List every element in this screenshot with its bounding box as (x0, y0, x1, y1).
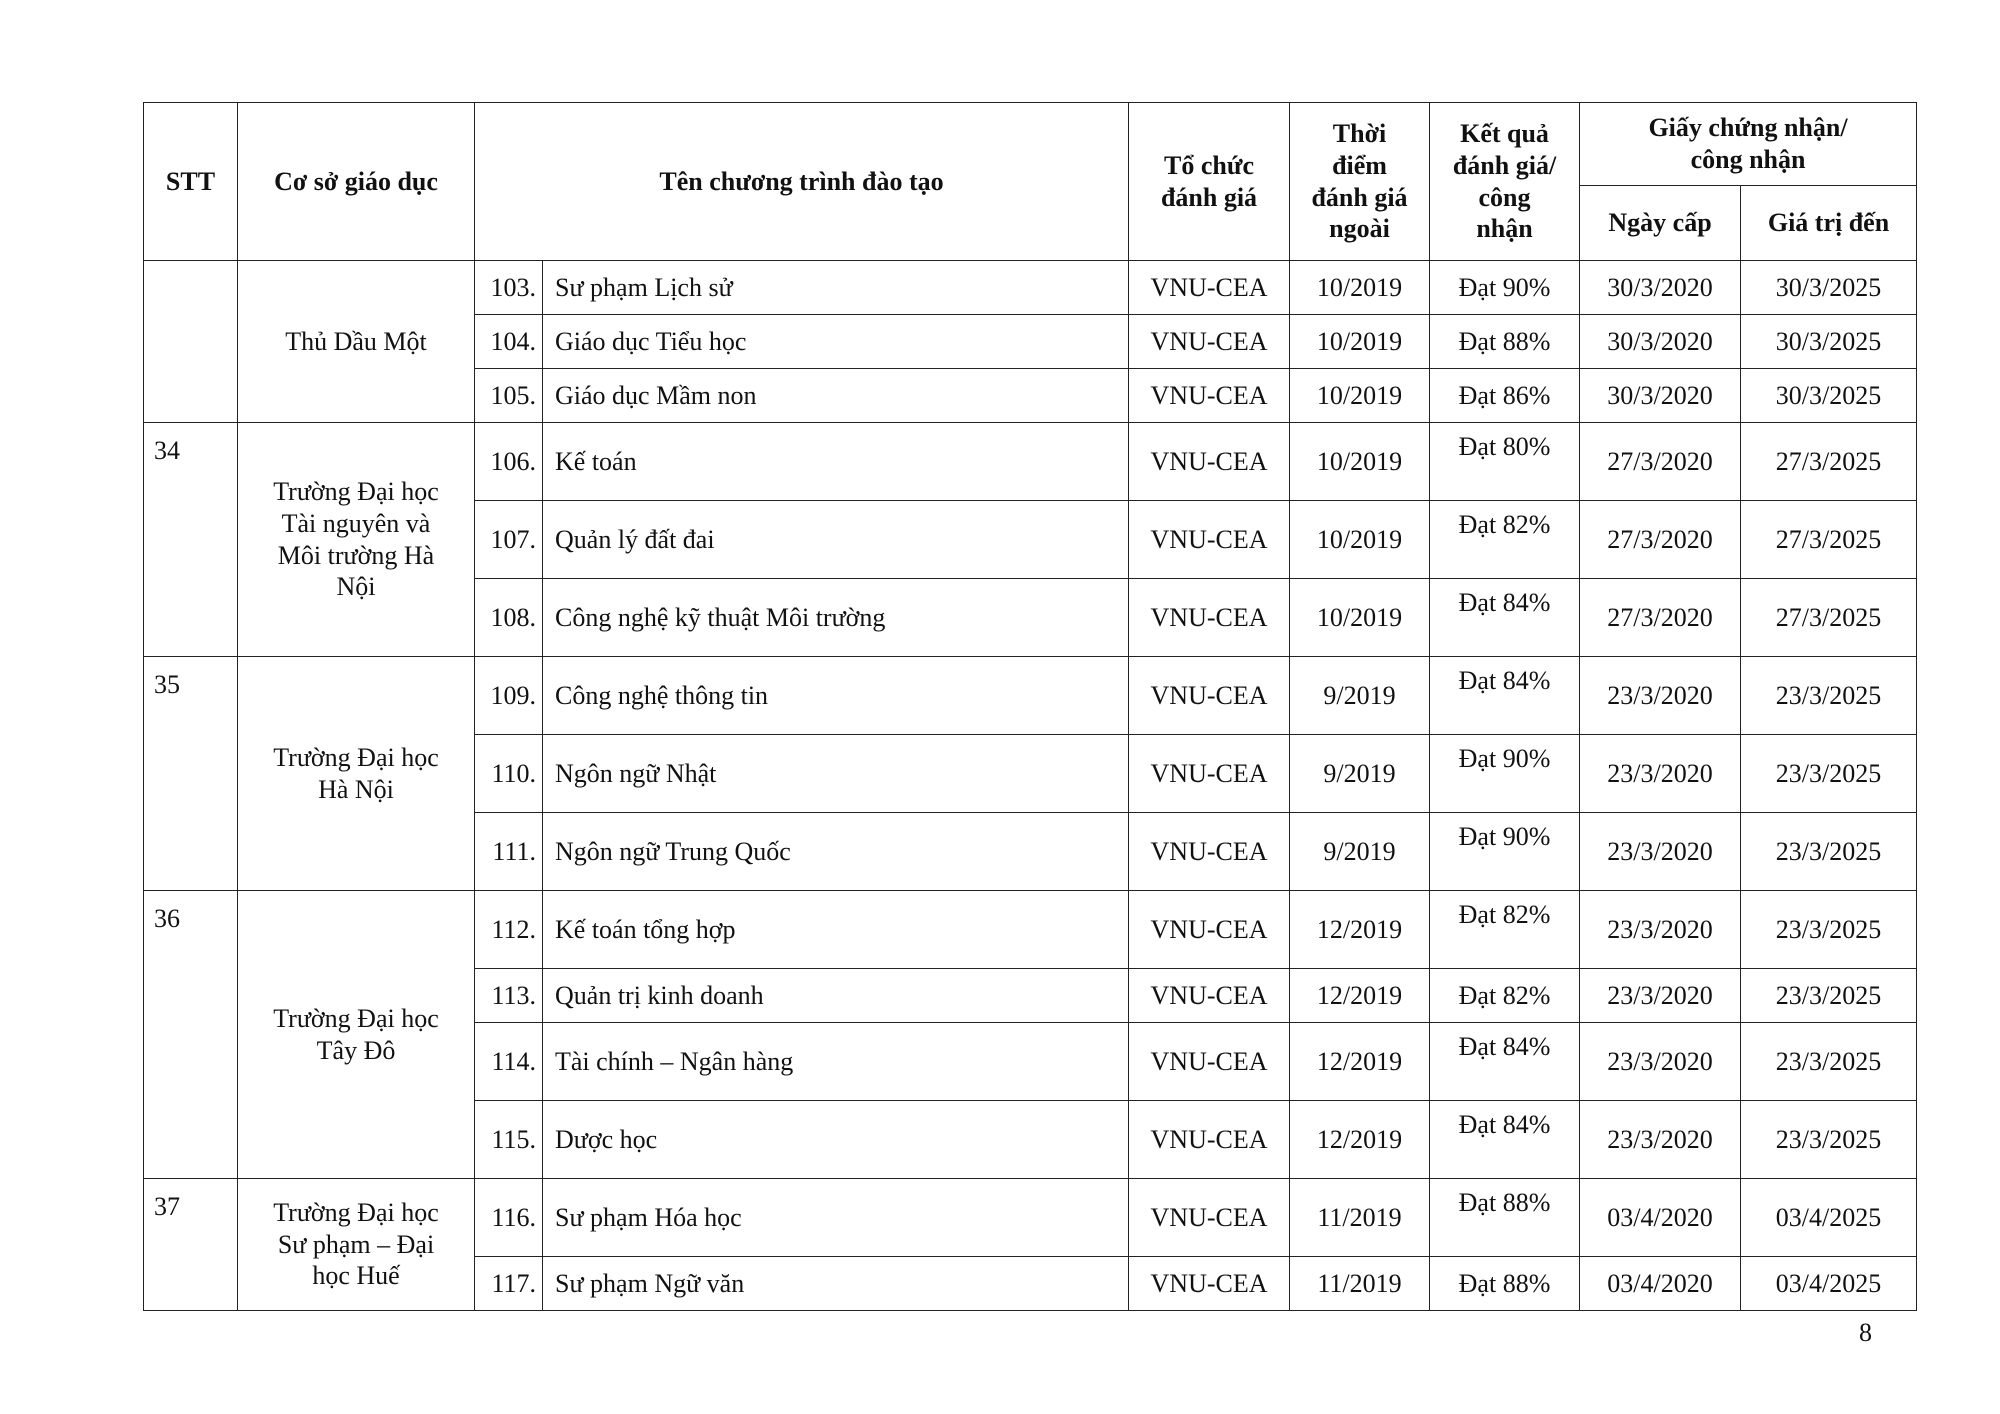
issue-date-cell: 23/3/2020 (1580, 1023, 1741, 1101)
program-number-cell: 105. (475, 369, 543, 423)
valid-until-cell: 23/3/2025 (1741, 1023, 1917, 1101)
table-row (144, 423, 1917, 501)
stt-cell: 36 (144, 891, 238, 1179)
program-number-cell: 110. (475, 735, 543, 813)
program-name-cell: Sư phạm Hóa học (543, 1179, 1129, 1257)
table-row (144, 657, 1917, 735)
evaluation-time-cell: 11/2019 (1290, 1257, 1430, 1311)
program-number-cell: 103. (475, 261, 543, 315)
header-certificate (1580, 103, 1917, 186)
institution-name-line: Sư phạm – Đại (277, 1229, 435, 1259)
evaluation-time-cell: 10/2019 (1290, 315, 1430, 369)
institution-name-line: Môi trường Hà (277, 540, 435, 570)
header-result-line: công (1478, 182, 1531, 212)
header-time-line: đánh giá (1311, 182, 1408, 212)
header-result-line: nhận (1476, 214, 1533, 244)
valid-until-cell: 03/4/2025 (1741, 1257, 1917, 1311)
result-cell: Đạt 90% (1430, 813, 1580, 891)
organization-cell: VNU-CEA (1129, 579, 1290, 657)
institution-name-line: Nội (336, 572, 376, 602)
organization-cell: VNU-CEA (1129, 1179, 1290, 1257)
program-number-cell: 106. (475, 423, 543, 501)
valid-until-cell: 27/3/2025 (1741, 579, 1917, 657)
program-name-cell: Quản trị kinh doanh (543, 969, 1129, 1023)
result-cell: Đạt 90% (1430, 261, 1580, 315)
stt-cell: 37 (144, 1179, 238, 1311)
evaluation-time-cell: 10/2019 (1290, 501, 1430, 579)
organization-cell: VNU-CEA (1129, 735, 1290, 813)
valid-until-cell: 27/3/2025 (1741, 501, 1917, 579)
organization-cell: VNU-CEA (1129, 969, 1290, 1023)
program-number-cell: 114. (475, 1023, 543, 1101)
evaluation-time-cell: 10/2019 (1290, 369, 1430, 423)
evaluation-time-cell: 12/2019 (1290, 969, 1430, 1023)
program-number-cell: 108. (475, 579, 543, 657)
header-organization (1129, 103, 1290, 261)
institution-cell (238, 1179, 475, 1311)
accreditation-table-container (143, 102, 1916, 1311)
header-organization-line: Tổ chức (1164, 150, 1254, 180)
institution-name-line: học Huế (312, 1261, 400, 1291)
stt-cell: 35 (144, 657, 238, 891)
program-number-cell: 109. (475, 657, 543, 735)
program-name-cell: Sư phạm Ngữ văn (543, 1257, 1129, 1311)
institution-name-line: Hà Nội (318, 774, 394, 804)
valid-until-cell: 23/3/2025 (1741, 657, 1917, 735)
header-program: Tên chương trình đào tạo (475, 103, 1129, 261)
valid-until-cell: 23/3/2025 (1741, 969, 1917, 1023)
header-institution: Cơ sở giáo dục (238, 103, 475, 261)
program-number-cell: 115. (475, 1101, 543, 1179)
issue-date-cell: 23/3/2020 (1580, 735, 1741, 813)
header-time-line: Thời (1332, 119, 1387, 149)
table-row (144, 891, 1917, 969)
stt-cell (144, 261, 238, 423)
organization-cell: VNU-CEA (1129, 1101, 1290, 1179)
program-number-cell: 116. (475, 1179, 543, 1257)
table-header (144, 103, 1917, 261)
header-result (1430, 103, 1580, 261)
issue-date-cell: 23/3/2020 (1580, 813, 1741, 891)
institution-cell (238, 891, 475, 1179)
header-cert-line: công nhận (1690, 145, 1806, 174)
organization-cell: VNU-CEA (1129, 369, 1290, 423)
result-cell: Đạt 84% (1430, 657, 1580, 735)
issue-date-cell: 27/3/2020 (1580, 423, 1741, 501)
organization-cell: VNU-CEA (1129, 657, 1290, 735)
header-result-line: đánh giá/ (1452, 150, 1557, 180)
program-number-cell: 111. (475, 813, 543, 891)
evaluation-time-cell: 11/2019 (1290, 1179, 1430, 1257)
result-cell: Đạt 90% (1430, 735, 1580, 813)
header-cert-line: Giấy chứng nhận/ (1648, 113, 1848, 143)
organization-cell: VNU-CEA (1129, 1023, 1290, 1101)
result-cell: Đạt 82% (1430, 969, 1580, 1023)
header-valid-until: Giá trị đến (1741, 186, 1917, 261)
organization-cell: VNU-CEA (1129, 891, 1290, 969)
issue-date-cell: 23/3/2020 (1580, 657, 1741, 735)
result-cell: Đạt 82% (1430, 501, 1580, 579)
program-name-cell: Công nghệ kỹ thuật Môi trường (543, 579, 1129, 657)
result-cell: Đạt 82% (1430, 891, 1580, 969)
evaluation-time-cell: 10/2019 (1290, 261, 1430, 315)
result-cell: Đạt 84% (1430, 1023, 1580, 1101)
institution-name-line: Trường Đại học (273, 742, 439, 772)
issue-date-cell: 30/3/2020 (1580, 315, 1741, 369)
table-body (144, 261, 1917, 1311)
organization-cell: VNU-CEA (1129, 1257, 1290, 1311)
institution-name-line: Trường Đại học (273, 1197, 439, 1227)
table-row (144, 261, 1917, 315)
program-name-cell: Giáo dục Tiểu học (543, 315, 1129, 369)
program-name-cell: Sư phạm Lịch sử (543, 261, 1129, 315)
result-cell: Đạt 80% (1430, 423, 1580, 501)
program-name-cell: Quản lý đất đai (543, 501, 1129, 579)
program-number-cell: 107. (475, 501, 543, 579)
issue-date-cell: 03/4/2020 (1580, 1257, 1741, 1311)
evaluation-time-cell: 9/2019 (1290, 735, 1430, 813)
valid-until-cell: 23/3/2025 (1741, 891, 1917, 969)
evaluation-time-cell: 10/2019 (1290, 423, 1430, 501)
issue-date-cell: 30/3/2020 (1580, 261, 1741, 315)
valid-until-cell: 03/4/2025 (1741, 1179, 1917, 1257)
issue-date-cell: 03/4/2020 (1580, 1179, 1741, 1257)
issue-date-cell: 23/3/2020 (1580, 969, 1741, 1023)
header-result-line: Kết quả (1460, 119, 1549, 149)
program-name-cell: Ngôn ngữ Nhật (543, 735, 1129, 813)
program-name-cell: Công nghệ thông tin (543, 657, 1129, 735)
evaluation-time-cell: 12/2019 (1290, 891, 1430, 969)
result-cell: Đạt 84% (1430, 1101, 1580, 1179)
program-name-cell: Giáo dục Mầm non (543, 369, 1129, 423)
program-number-cell: 113. (475, 969, 543, 1023)
header-organization-line: đánh giá (1160, 182, 1258, 212)
evaluation-time-cell: 12/2019 (1290, 1023, 1430, 1101)
organization-cell: VNU-CEA (1129, 423, 1290, 501)
result-cell: Đạt 88% (1430, 1179, 1580, 1257)
result-cell: Đạt 88% (1430, 315, 1580, 369)
institution-cell (238, 261, 475, 423)
program-name-cell: Ngôn ngữ Trung Quốc (543, 813, 1129, 891)
header-evaluation-time (1290, 103, 1430, 261)
evaluation-time-cell: 9/2019 (1290, 813, 1430, 891)
organization-cell: VNU-CEA (1129, 315, 1290, 369)
valid-until-cell: 27/3/2025 (1741, 423, 1917, 501)
program-name-cell: Kế toán (543, 423, 1129, 501)
valid-until-cell: 23/3/2025 (1741, 813, 1917, 891)
evaluation-time-cell: 9/2019 (1290, 657, 1430, 735)
header-time-line: ngoài (1329, 214, 1390, 244)
evaluation-time-cell: 12/2019 (1290, 1101, 1430, 1179)
program-number-cell: 104. (475, 315, 543, 369)
program-name-cell: Tài chính – Ngân hàng (543, 1023, 1129, 1101)
issue-date-cell: 23/3/2020 (1580, 1101, 1741, 1179)
header-stt: STT (144, 103, 238, 261)
valid-until-cell: 30/3/2025 (1741, 261, 1917, 315)
issue-date-cell: 23/3/2020 (1580, 891, 1741, 969)
header-issue-date: Ngày cấp (1580, 186, 1741, 261)
issue-date-cell: 30/3/2020 (1580, 369, 1741, 423)
institution-cell (238, 657, 475, 891)
organization-cell: VNU-CEA (1129, 261, 1290, 315)
institution-name-line: Trường Đại học (273, 477, 439, 507)
valid-until-cell: 30/3/2025 (1741, 315, 1917, 369)
stt-cell: 34 (144, 423, 238, 657)
evaluation-time-cell: 10/2019 (1290, 579, 1430, 657)
issue-date-cell: 27/3/2020 (1580, 501, 1741, 579)
program-number-cell: 117. (475, 1257, 543, 1311)
institution-name-line: Trường Đại học (273, 1003, 439, 1033)
result-cell: Đạt 86% (1430, 369, 1580, 423)
result-cell: Đạt 84% (1430, 579, 1580, 657)
organization-cell: VNU-CEA (1129, 501, 1290, 579)
program-name-cell: Dược học (543, 1101, 1129, 1179)
accreditation-table (143, 102, 1917, 1311)
institution-cell (238, 423, 475, 657)
table-row (144, 1179, 1917, 1257)
program-number-cell: 112. (475, 891, 543, 969)
header-time-line: điểm (1332, 150, 1387, 180)
organization-cell: VNU-CEA (1129, 813, 1290, 891)
institution-name-line: Tây Đô (316, 1035, 396, 1065)
institution-name-line: Tài nguyên và (281, 508, 431, 538)
valid-until-cell: 23/3/2025 (1741, 1101, 1917, 1179)
institution-name-line: Thủ Dầu Một (285, 326, 427, 356)
issue-date-cell: 27/3/2020 (1580, 579, 1741, 657)
page-number: 8 (1859, 1318, 1872, 1347)
program-name-cell: Kế toán tổng hợp (543, 891, 1129, 969)
result-cell: Đạt 88% (1430, 1257, 1580, 1311)
valid-until-cell: 23/3/2025 (1741, 735, 1917, 813)
valid-until-cell: 30/3/2025 (1741, 369, 1917, 423)
